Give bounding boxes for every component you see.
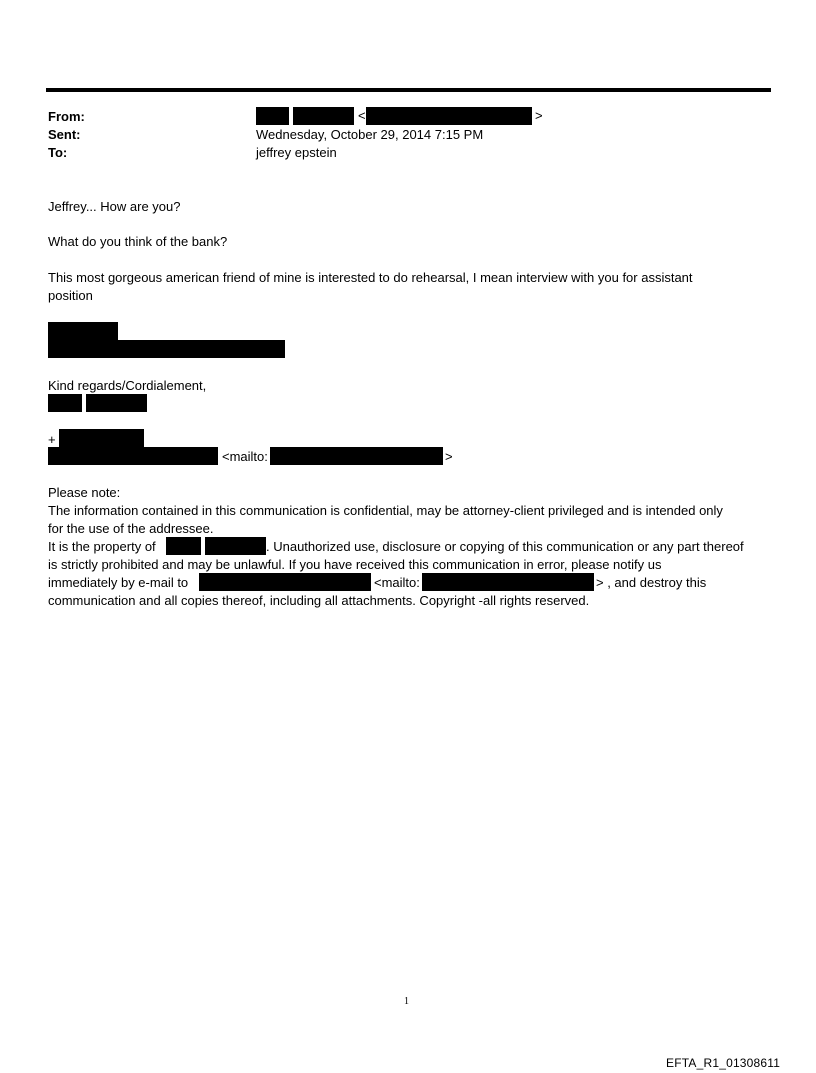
disclaimer-line-3-start: It is the property of [48,539,156,554]
redaction-phone [59,429,144,447]
redaction-notify-mailto [422,573,594,591]
signature-mailto-open: <mailto: [222,449,268,464]
redaction-signature-last [86,394,147,412]
to-label: To: [48,145,68,160]
body-greeting: Jeffrey... How are you? [48,199,181,214]
redaction-property-owner-2 [205,537,266,555]
redaction-from-email [366,107,532,125]
redaction-from-last-name [293,107,354,125]
disclaimer-line-1: The information contained in this communication is confidential, may be attorney-client privileged and is intended only [48,503,723,518]
redaction-signature-email [48,447,218,465]
disclaimer-line-5-end: > , and destroy this [596,575,707,590]
body-paragraph-line-1: This most gorgeous american friend of mine is interested to do rehearsal, I mean interview with you for assistant [48,270,693,285]
disclaimer-heading: Please note: [48,485,121,500]
redaction-body-block-1 [48,322,118,340]
disclaimer-line-5-start: immediately by e-mail to [48,575,189,590]
sent-value: Wednesday, October 29, 2014 7:15 PM [256,127,484,142]
phone-plus: + [48,432,56,447]
page-number: 1 [404,996,409,1007]
header-rule [46,88,771,92]
signature-mailto-close: > [445,449,453,464]
disclaimer-mailto-open: <mailto: [374,575,420,590]
redaction-from-first-name [256,107,289,125]
to-value: jeffrey epstein [256,145,337,160]
sent-label: Sent: [48,127,81,142]
body-question: What do you think of the bank? [48,234,228,249]
disclaimer-line-2: for the use of the addressee. [48,521,214,536]
redaction-property-owner-1 [166,537,201,555]
redaction-signature-first [48,394,82,412]
redaction-signature-mailto [270,447,443,465]
disclaimer-line-4: is strictly prohibited and may be unlawful. If you have received this communication in error, please notify us [48,557,662,572]
document-id: EFTA_R1_01308611 [666,1056,781,1070]
from-email-close-bracket: > [535,108,543,123]
disclaimer-line-3-end: . Unauthorized use, disclosure or copying of this communication or any part thereof [266,539,744,554]
from-label: From: [48,109,85,124]
disclaimer-line-6: communication and all copies thereof, including all attachments. Copyright -all rights reserved. [48,593,590,608]
redaction-notify-email [199,573,371,591]
closing-text: Kind regards/Cordialement, [48,378,207,393]
body-paragraph-line-2: position [48,288,93,303]
from-email-open-bracket: < [358,108,366,123]
redaction-body-block-2 [48,340,285,358]
